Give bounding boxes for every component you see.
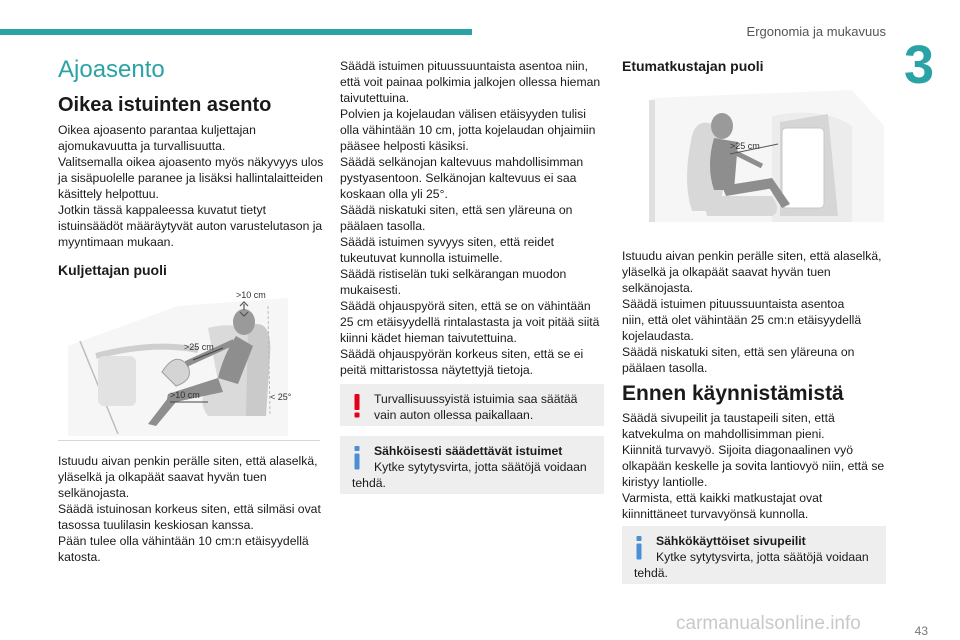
- watermark: carmanualsonline.info: [676, 613, 861, 634]
- seat-adjustment-paragraph: Säädä istuimen pituussuuntaista asentoa niin, että voit painaa polkimia jalkojen ollessa hieman taivutettuina. Polvien ja kojelaudan välisen etäisyyden tulisi olla vähintään 10 cm, jotta kojelaudan ohjaimiin pääsee helposti käsiksi. Säädä selkänojan kaltevuus mahdollisimman pystyasentoon. Selkänojan kaltevuus ei saa koskaan olla yli 25°. Säädä niskatuki siten, että sen yläreuna on päälaen tasolla. Säädä istuimen syvyys siten, että reidet tukeutuvat kunnolla istuimelle. Säädä ristiselän tuki selkärangan muodon mukaisesti. Säädä ohjauspyörä siten, että se on vähintään 25 cm etäisyydellä rintalastasta ja voit pitää siitä kiinni kädet hieman taivutettuina. Säädä ohjauspyörän korkeus siten, että se ei peitä mittaristossa näytettyjä tietoja.: [340, 59, 601, 377]
- figure-label-dash-distance: >25 cm: [730, 141, 760, 151]
- driver-side-paragraph: Istuudu aivan penkin perälle siten, että alaselkä, yläselkä ja olkapäät saavat hyvän tuen selkänojasta. Säädä istuinosan korkeus siten, että silmäsi ovat tasossa tuulilasin keskiosan kanssa. Pään tulee olla vähintään 10 cm:n etäisyydellä katosta.: [58, 454, 321, 564]
- warning-icon: [352, 394, 362, 418]
- subheading-driver-side: Kuljettajan puoli: [58, 262, 167, 278]
- section-title: Ajoasento: [58, 56, 165, 83]
- chapter-number: 3: [903, 35, 935, 95]
- header-accent-bar: [0, 29, 472, 35]
- passenger-side-paragraph: Istuudu aivan penkin perälle siten, että alaselkä, yläselkä ja olkapäät saavat hyvän tuen selkänojasta. Säädä istuimen pituussuuntaista asentoa niin, että olet vähintään 25 cm:n etäisyydellä kojelaudasta. Säädä niskatuki siten, että sen yläreuna on päälaen tasolla.: [622, 249, 882, 375]
- heading-seat-position: Oikea istuinten asento: [58, 94, 272, 116]
- heading-before-starting: Ennen käynnistämistä: [622, 382, 844, 405]
- page-number: 43: [914, 624, 928, 638]
- driver-seat-figure: [58, 286, 320, 440]
- figure-label-wheel-distance: >25 cm: [184, 342, 214, 352]
- figure-label-angle: < 25°: [270, 392, 292, 402]
- info-note-electric-mirrors: Sähkökäyttöiset sivupeilit Kytke sytytysvirta, jotta säätöjä voidaan tehdä.: [622, 526, 886, 584]
- figure-label-knee-distance: >10 cm: [170, 390, 200, 400]
- figure-label-headroom: >10 cm: [236, 290, 266, 300]
- before-starting-paragraph: Säädä sivupeilit ja taustapeili siten, että katvekulma on mahdollisimman pieni. Kiinnitä turvavyö. Sijoita diagonaalinen vyö olkapään keskelle ja sovita lantiovyö niin, että se kiristyy lantiolle. Varmista, että kaikki matkustajat ovat kiinnittäneet turvavyönsä kunnolla.: [622, 411, 885, 521]
- warning-note: Turvallisuussyistä istuimia saa säätää vain auton ollessa paikallaan.: [340, 384, 604, 426]
- info-note-electric-seats: Sähköisesti säädettävät istuimet Kytke sytytysvirta, jotta säätöjä voidaan tehdä.: [340, 436, 604, 494]
- figure-divider: [58, 440, 320, 441]
- passenger-seat-figure: [622, 86, 884, 222]
- subheading-passenger-side: Etumatkustajan puoli: [622, 58, 764, 74]
- info-icon: [634, 536, 644, 560]
- running-header: Ergonomia ja mukavuus: [746, 24, 886, 39]
- info-icon: [352, 446, 362, 470]
- intro-paragraph: Oikea ajoasento parantaa kuljettajan ajomukavuutta ja turvallisuutta. Valitsemalla oikea ajoasento myös näkyvyys ulos ja sisäpuolelle paranee ja lisäksi hallintalaitteiden käsittely helpottuu. Jotkin tässä kappaleessa kuvatut tietyt istuinsäädöt määräytyvät auton varustelutason ja myyntimaan mukaan.: [58, 123, 324, 249]
